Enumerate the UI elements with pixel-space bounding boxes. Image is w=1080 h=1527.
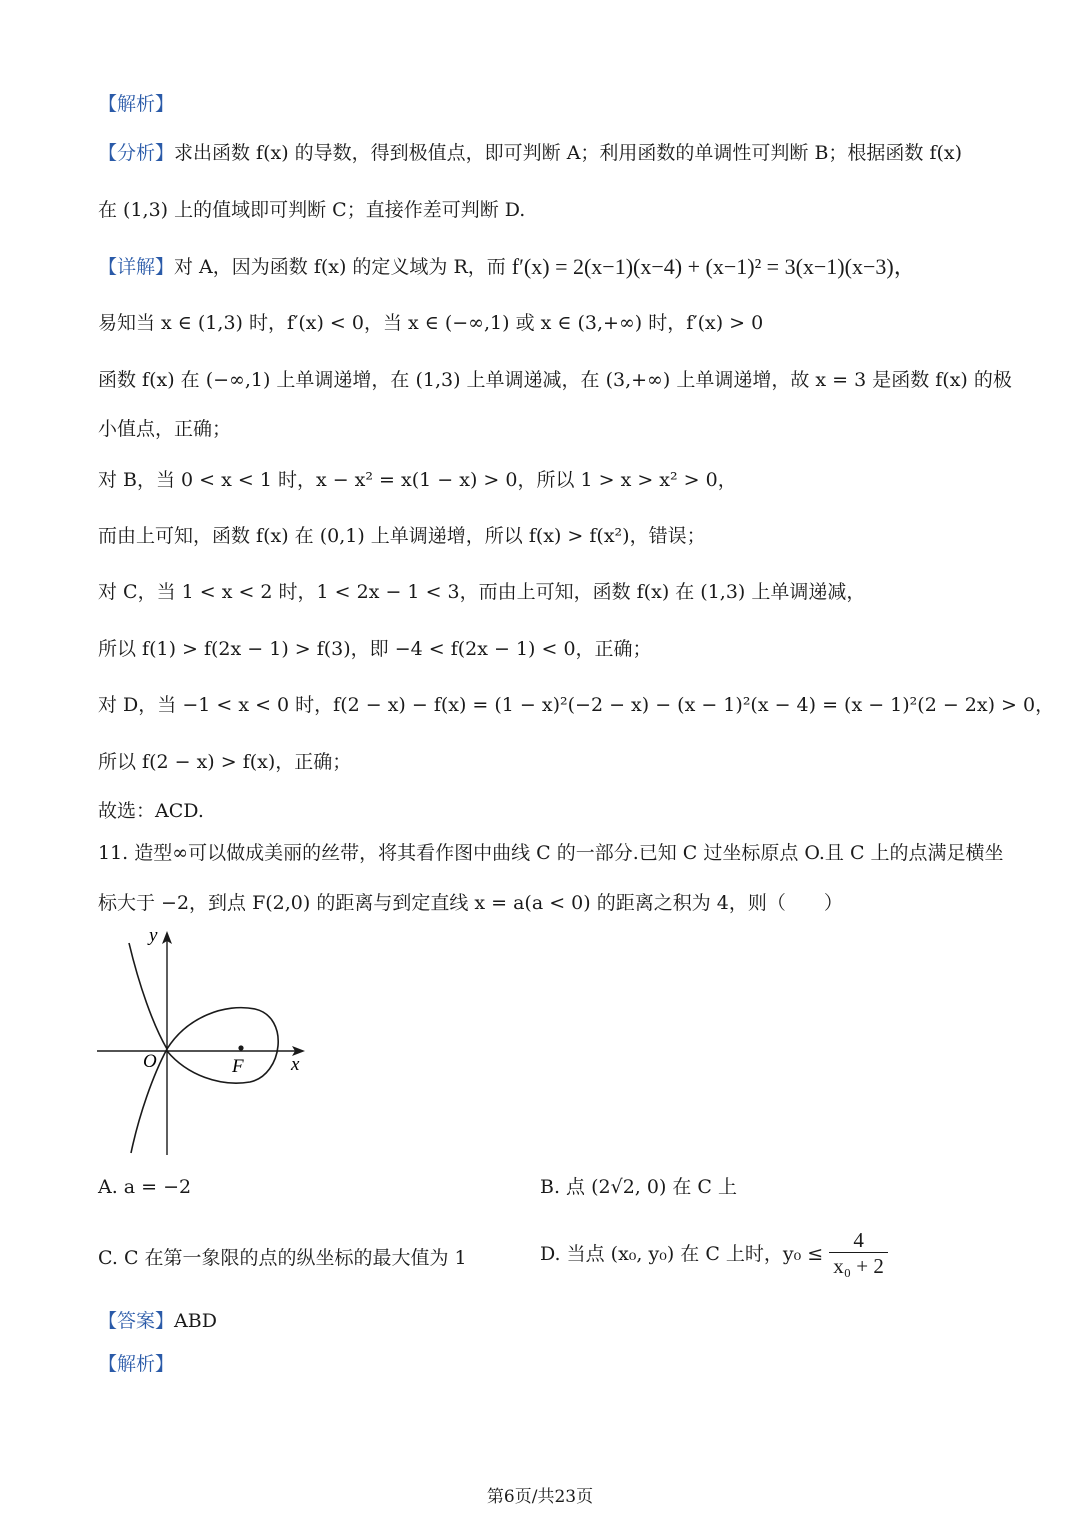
origin-label: O bbox=[143, 1051, 157, 1072]
detail-text-4: 小值点，正确； bbox=[98, 418, 232, 440]
heading-label: 【解析】 bbox=[98, 93, 175, 115]
detail-line-5 bbox=[98, 465, 990, 495]
fraction-denominator: x₀ + 2 bbox=[829, 1252, 888, 1279]
detail-line-9 bbox=[98, 690, 1055, 720]
fraction-numerator: 4 bbox=[853, 1228, 864, 1252]
focus-point bbox=[238, 1045, 243, 1050]
curve-figure bbox=[95, 925, 325, 1160]
curve-outer-branches bbox=[129, 943, 167, 1153]
detail-text-1: 对 A，因为函数 f(x) 的定义域为 R，而 bbox=[174, 256, 506, 278]
y-axis-label: y bbox=[149, 925, 158, 946]
answer-line bbox=[98, 1306, 990, 1336]
detail-line-8 bbox=[98, 634, 990, 664]
x-axis-label: x bbox=[291, 1054, 300, 1075]
detail-line-2 bbox=[98, 308, 990, 338]
detail-text-10: 所以 f(2 − x) > f(x)，正确； bbox=[98, 751, 352, 773]
detail-label: 【详解】 bbox=[98, 256, 175, 278]
answer-value: ABD bbox=[174, 1310, 217, 1332]
bottom-heading bbox=[98, 1349, 990, 1379]
option-c-text: C. C 在第一象限的点的纵坐标的最大值为 1 bbox=[98, 1247, 467, 1269]
focus-label: F bbox=[232, 1056, 244, 1077]
detail-line-10 bbox=[98, 747, 990, 777]
detail-text-6: 而由上可知，函数 f(x) 在 (0,1) 上单调递增，所以 f(x) > f(x²)，错误； bbox=[98, 525, 706, 547]
option-d bbox=[540, 1228, 888, 1279]
section-heading bbox=[98, 89, 990, 119]
page-number: 第6页/共23页 bbox=[486, 1487, 594, 1507]
detail-line-1 bbox=[98, 252, 990, 282]
option-b bbox=[540, 1172, 737, 1202]
conclusion-line bbox=[98, 796, 990, 826]
detail-text-3: 函数 f(x) 在 (−∞,1) 上单调递增，在 (1,3) 上单调递减，在 (3,+∞) 上单调递增，故 x = 3 是函数 f(x) 的极 bbox=[98, 369, 1012, 391]
derivative-formula: f′(x) = 2(x−1)(x−4) + (x−1)² = 3(x−1)(x−3)， bbox=[511, 254, 916, 279]
analysis-text-2: 在 (1,3) 上的值域即可判断 C；直接作差可判断 D. bbox=[98, 199, 526, 221]
question-11-line-2 bbox=[98, 888, 990, 918]
curve-loop bbox=[167, 1008, 278, 1083]
analysis-line-2 bbox=[98, 195, 990, 225]
option-b-text: B. 点 (2√2, 0) 在 C 上 bbox=[540, 1176, 738, 1198]
option-d-fraction bbox=[829, 1228, 888, 1279]
option-a-text: A. a = −2 bbox=[98, 1176, 192, 1198]
question-11-text-2: 标大于 −2，到点 F(2,0) 的距离与到定直线 x = a(a < 0) 的距离之积为 4，则（ ） bbox=[98, 892, 843, 914]
detail-text-7: 对 C，当 1 < x < 2 时，1 < 2x − 1 < 3，而由上可知，函数 f(x) 在 (1,3) 上单调递减， bbox=[98, 581, 866, 603]
option-d-text: D. 当点 (x₀, y₀) 在 C 上时，y₀ ≤ bbox=[540, 1242, 824, 1265]
detail-text-8: 所以 f(1) > f(2x − 1) > f(3)，即 −4 < f(2x − 1) < 0，正确； bbox=[98, 638, 652, 660]
detail-line-6 bbox=[98, 521, 990, 551]
detail-line-4 bbox=[98, 414, 990, 444]
option-c bbox=[98, 1243, 467, 1273]
answer-label: 【答案】 bbox=[98, 1310, 175, 1332]
detail-text-2: 易知当 x ∈ (1,3) 时，f′(x) < 0，当 x ∈ (−∞,1) 或 x ∈ (3,+∞) 时，f′(x) > 0 bbox=[98, 312, 764, 334]
detail-text-5: 对 B，当 0 < x < 1 时，x − x² = x(1 − x) > 0，所以 1 > x > x² > 0， bbox=[98, 469, 737, 491]
detail-line-7 bbox=[98, 577, 990, 607]
question-11-text-1: 11. 造型∞可以做成美丽的丝带，将其看作图中曲线 C 的一部分.已知 C 过坐标原点 O.且 C 上的点满足横坐 bbox=[98, 842, 1004, 864]
question-11-line-1 bbox=[98, 838, 1004, 868]
bottom-heading-label: 【解析】 bbox=[98, 1353, 175, 1375]
analysis-label: 【分析】 bbox=[98, 142, 175, 164]
option-a bbox=[98, 1172, 191, 1202]
detail-text-9: 对 D，当 −1 < x < 0 时，f(2 − x) − f(x) = (1 − x)²(−2 − x) − (x − 1)²(x − 4) = (x − 1)²(2 − 2x) > 0， bbox=[98, 694, 1055, 716]
conclusion-text: 故选：ACD. bbox=[98, 800, 204, 822]
detail-line-3 bbox=[98, 365, 1012, 395]
analysis-line-1 bbox=[98, 138, 990, 168]
analysis-text-1: 求出函数 f(x) 的导数，得到极值点，即可判断 A；利用函数的单调性可判断 B；根据函数 f(x) bbox=[174, 142, 963, 164]
